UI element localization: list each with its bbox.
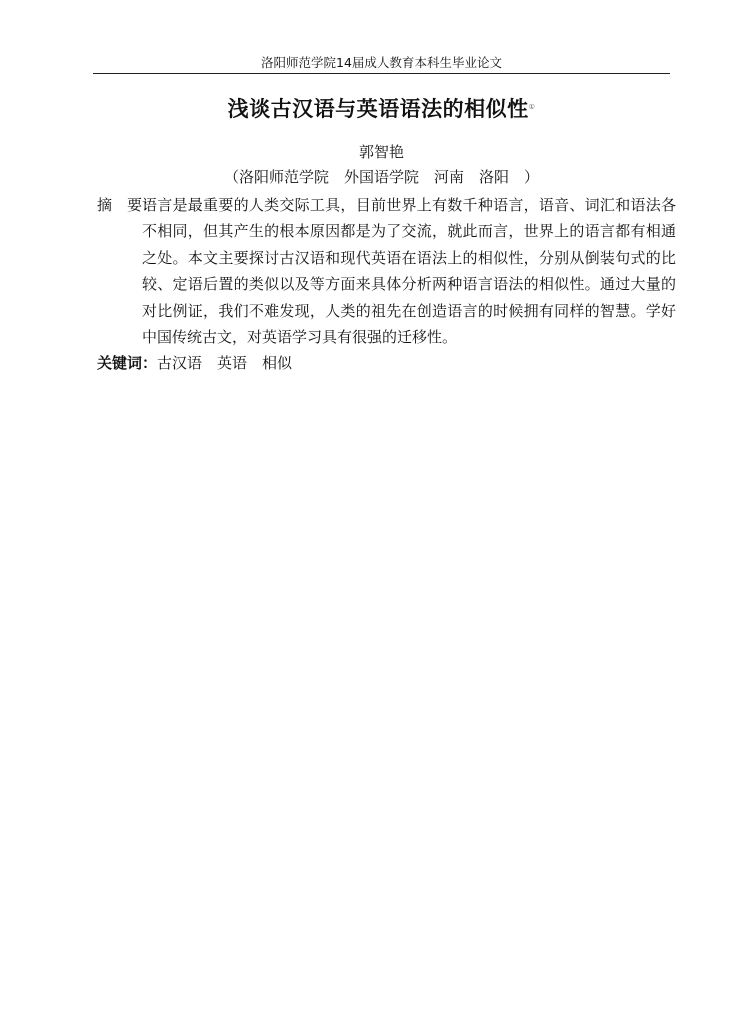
keywords-label: 关键词： — [97, 354, 158, 372]
keywords-line — [97, 351, 292, 375]
paper-title — [93, 94, 670, 124]
author-affiliation: （洛阳师范学院 外国语学院 河南 洛阳 ） — [223, 168, 539, 186]
header-divider — [93, 73, 670, 74]
title-footnote-mark: ① — [528, 103, 536, 111]
abstract-label: 摘 要： — [97, 196, 158, 214]
abstract-text: 语言是最重要的人类交际工具，目前世界上有数千种语言，语音、词汇和语法各不相同，但其产生的根本原因都是为了交流，就此而言，世界上的语言都有相通之处。本文主要探讨古汉语和现代英语在语法上的相似性，分别从倒装句式的比较、定语后置的类似以及等方面来具体分析两种语言语法的相似性。通过大量的对比例证，我们不难发现，人类的祖先在创造语言的时候拥有同样的智慧。学好中国传统古文，对英语学习具有很强的迁移性。 — [142, 196, 676, 347]
paper-title-text: 浅谈古汉语与英语语法的相似性 — [227, 96, 529, 121]
author-name: 郭智艳 — [358, 143, 404, 161]
running-header: 洛阳师范学院14届成人教育本科生毕业论文 — [261, 55, 502, 70]
keywords-value: 古汉语 英语 相似 — [157, 354, 293, 372]
